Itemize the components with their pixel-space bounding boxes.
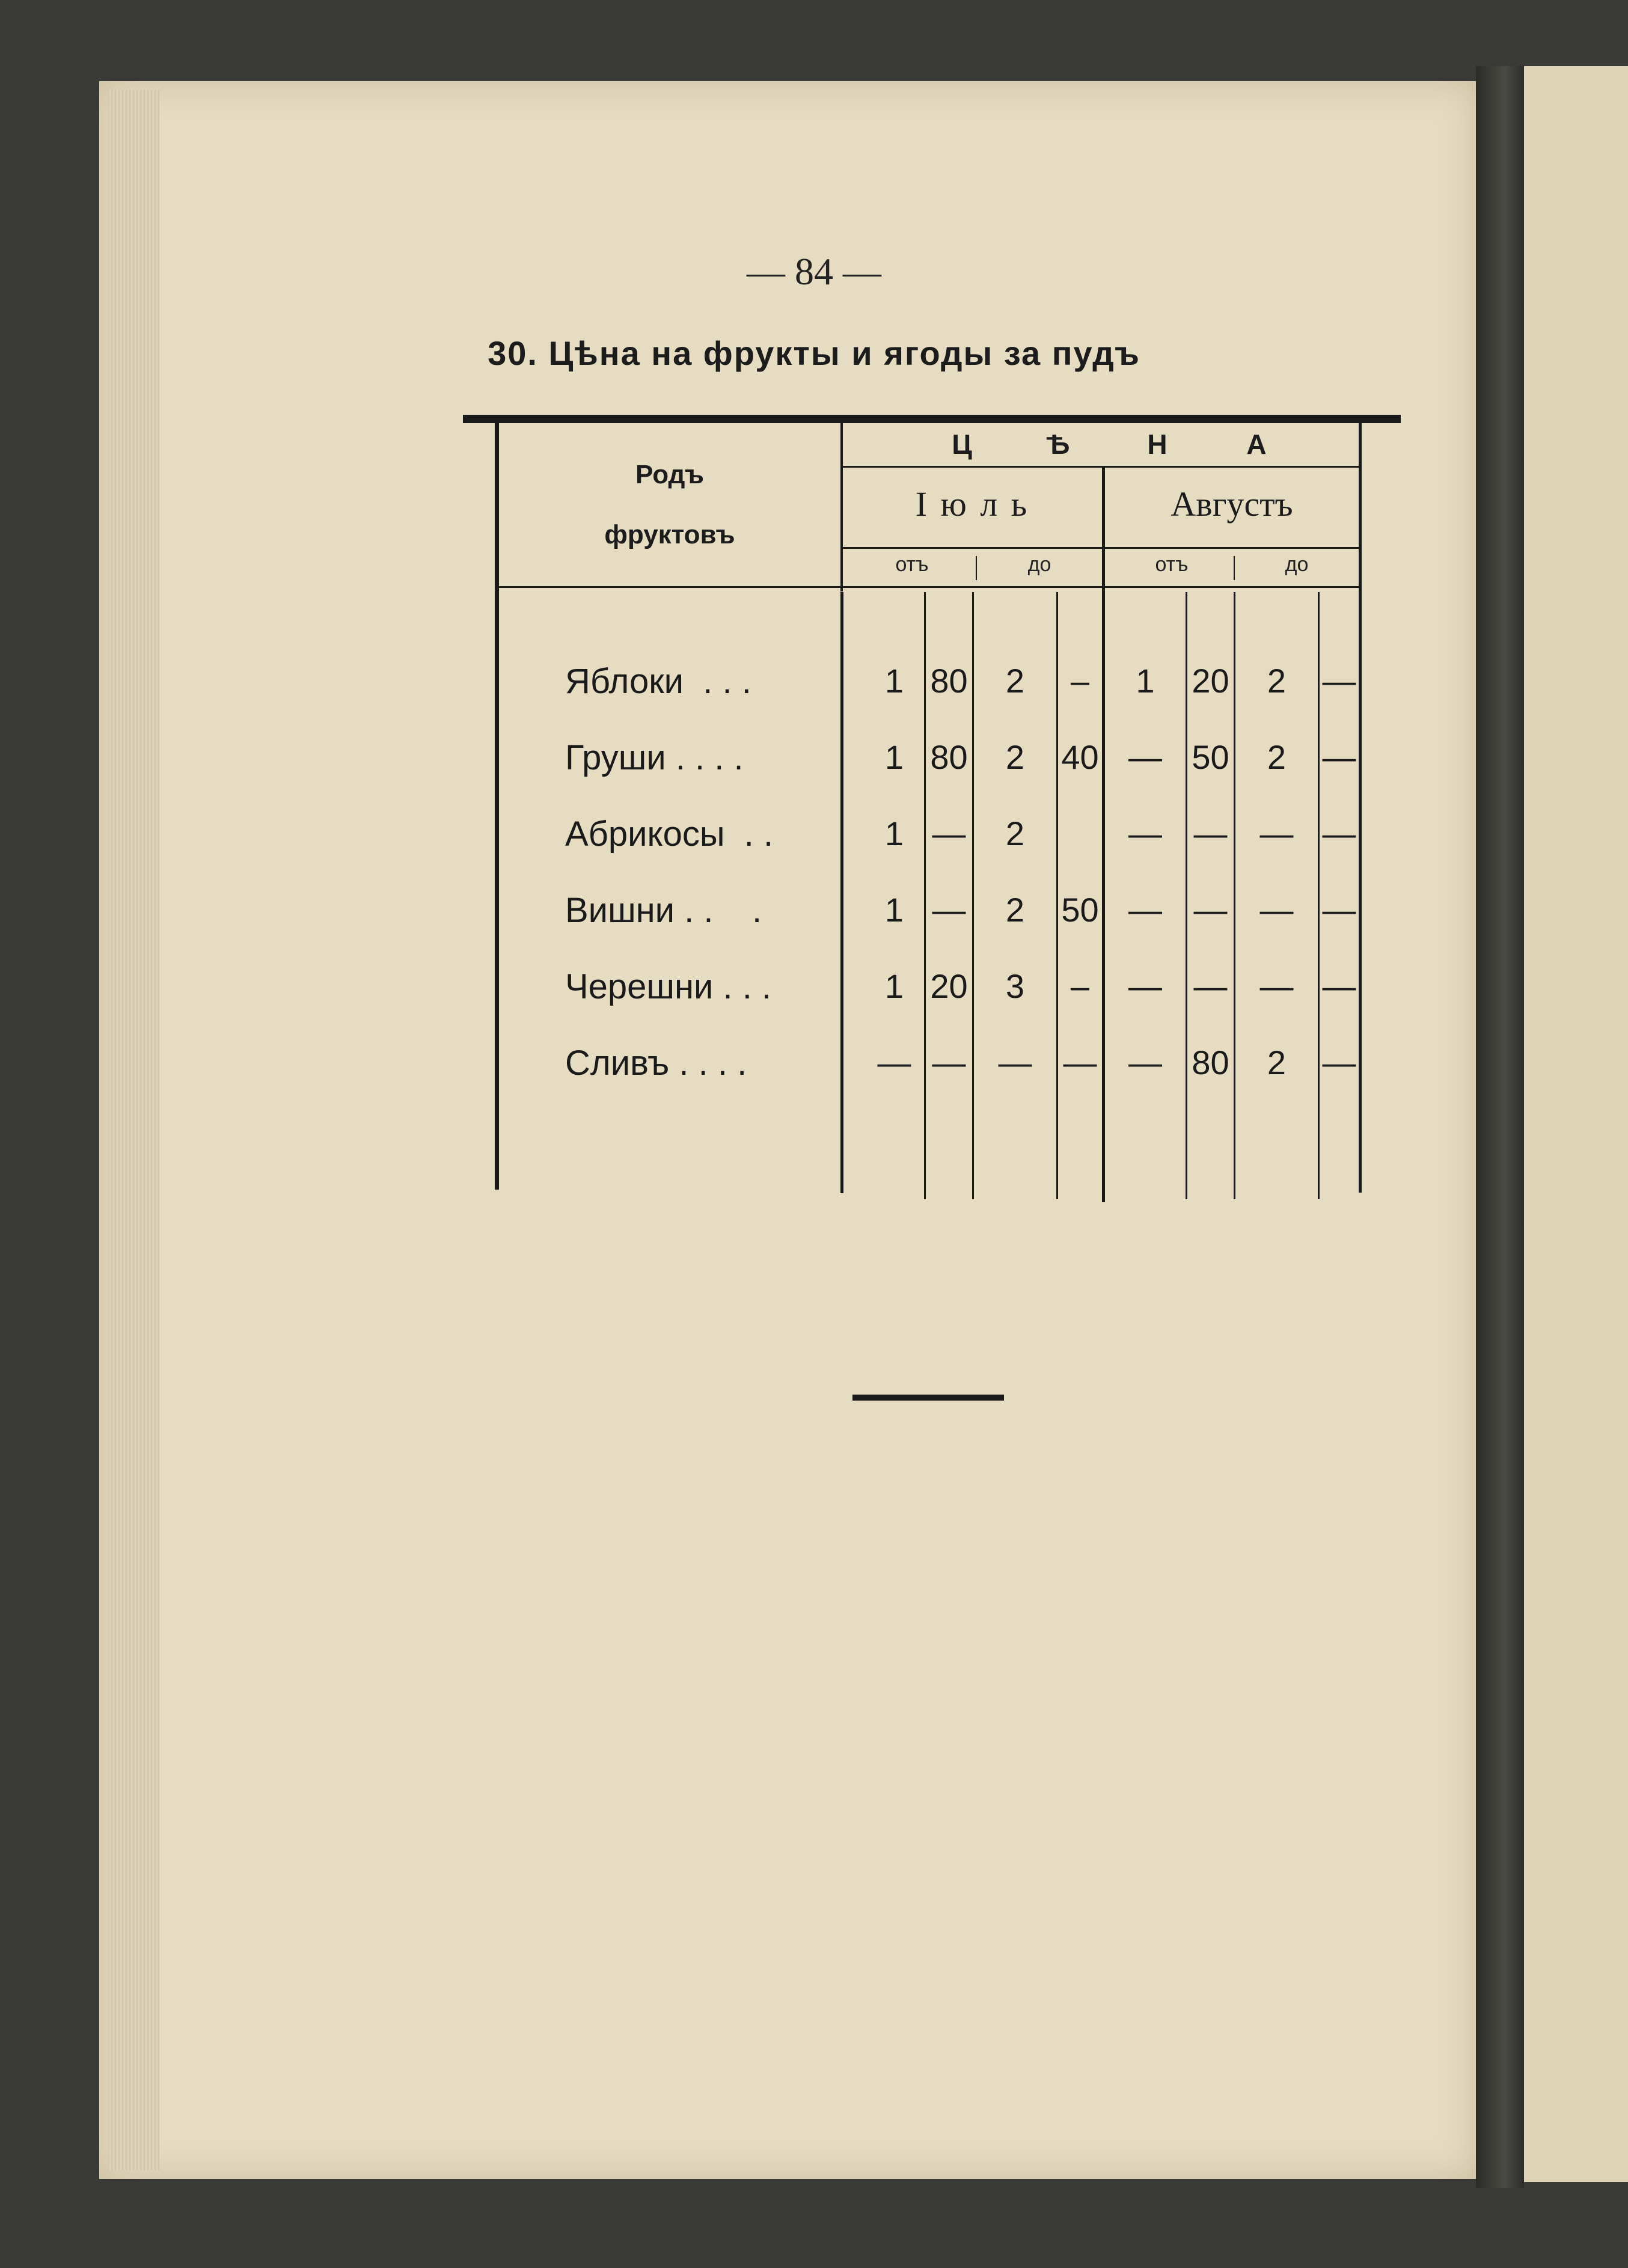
body-label-separator xyxy=(840,592,843,1193)
row-name-sweet-cherries: Черешни . . . xyxy=(565,967,772,1006)
july-to-label: до xyxy=(1027,553,1051,576)
table-cell: — xyxy=(1193,815,1228,852)
table-cell: 1 xyxy=(884,662,904,700)
table-cell: — xyxy=(932,815,966,852)
page-edge xyxy=(108,90,159,2170)
table-cell: — xyxy=(932,1044,966,1081)
table-cell: — xyxy=(1128,738,1162,776)
table-cell: — xyxy=(1128,815,1162,852)
table-cell: — xyxy=(1259,967,1294,1005)
row-name-cherries: Вишни . . . xyxy=(565,891,762,930)
price-header-rule xyxy=(843,466,1359,468)
table-cell: — xyxy=(1322,1044,1356,1081)
table-cell: 50 xyxy=(1192,738,1229,776)
price-letter-2: Ѣ xyxy=(1046,429,1070,460)
table-cell: 40 xyxy=(1061,738,1099,776)
month-august: Августъ xyxy=(1171,484,1293,524)
price-letter-1: Ц xyxy=(952,429,972,460)
table-cell: 2 xyxy=(1267,1044,1287,1081)
table-right-border xyxy=(1359,423,1362,1193)
row-label-header-line1: Родъ xyxy=(635,460,704,489)
book-gutter xyxy=(1476,66,1524,2188)
month-header-rule xyxy=(843,547,1359,549)
month-july: І ю л ь xyxy=(915,484,1030,524)
table-cell: — xyxy=(1322,738,1356,776)
table-cell: — xyxy=(1128,967,1162,1005)
next-page-edge xyxy=(1524,66,1628,2182)
table-cell: — xyxy=(1193,891,1228,929)
row-name-apples: Яблоки . . . xyxy=(565,662,751,701)
table-cell: 3 xyxy=(1005,967,1025,1005)
table-cell: — xyxy=(1259,815,1294,852)
table-cell: – xyxy=(1070,662,1090,700)
table-cell: 1 xyxy=(884,891,904,929)
table-cell: — xyxy=(1322,967,1356,1005)
table-cell: 2 xyxy=(1005,891,1025,929)
price-letter-3: Н xyxy=(1147,429,1167,460)
row-name-pears: Груши . . . . xyxy=(565,738,744,777)
table-cell: 2 xyxy=(1267,738,1287,776)
table-top-rule xyxy=(463,415,1401,423)
table-cell: — xyxy=(1128,891,1162,929)
table-cell: 1 xyxy=(1136,662,1155,700)
table-cell: — xyxy=(1322,662,1356,700)
table-cell: 2 xyxy=(1267,662,1287,700)
row-label-header-line2: фруктовъ xyxy=(604,520,735,549)
table-cell: — xyxy=(1063,1044,1097,1081)
page-number: — 84 — xyxy=(747,250,881,293)
price-letter-4: А xyxy=(1246,429,1267,460)
table-cell: 20 xyxy=(1192,662,1229,700)
table-cell: — xyxy=(877,1044,911,1081)
row-name-apricots: Абрикосы . . xyxy=(565,815,774,854)
table-cell: 20 xyxy=(930,967,968,1005)
table-cell: 2 xyxy=(1005,662,1025,700)
book-page xyxy=(99,81,1476,2179)
table-cell: 1 xyxy=(884,738,904,776)
august-from-label: отъ xyxy=(1155,553,1189,576)
closing-rule xyxy=(852,1395,1004,1401)
table-title: 30. Цѣна на фрукты и ягоды за пудъ xyxy=(488,334,1140,372)
table-cell: — xyxy=(1322,815,1356,852)
row-name-plums: Сливъ . . . . xyxy=(565,1044,747,1083)
table-cell: 1 xyxy=(884,967,904,1005)
header-bottom-rule xyxy=(499,586,1359,588)
table-cell: 2 xyxy=(1005,815,1025,852)
table-cell: — xyxy=(932,891,966,929)
table-cell: — xyxy=(1322,891,1356,929)
table-left-border xyxy=(495,423,499,1190)
table-cell: 80 xyxy=(930,662,968,700)
table-cell: 1 xyxy=(884,815,904,852)
table-cell: 80 xyxy=(930,738,968,776)
july-from-label: отъ xyxy=(895,553,929,576)
august-to-label: до xyxy=(1285,553,1309,576)
table-cell: – xyxy=(1070,967,1090,1005)
table-cell: — xyxy=(1128,1044,1162,1081)
table-cell: 2 xyxy=(1005,738,1025,776)
table-cell: 50 xyxy=(1061,891,1099,929)
table-cell: — xyxy=(998,1044,1032,1081)
table-cell: 80 xyxy=(1192,1044,1229,1081)
table-cell: — xyxy=(1193,967,1228,1005)
table-cell: — xyxy=(1259,891,1294,929)
